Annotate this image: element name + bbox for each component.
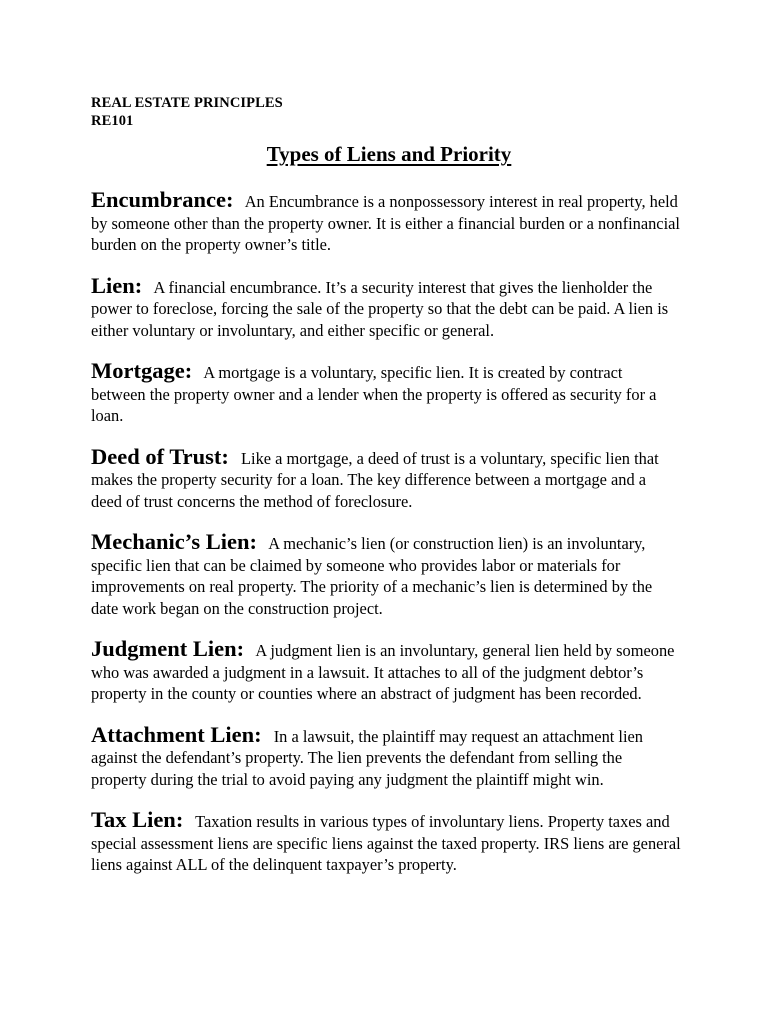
definition-mortgage: A mortgage is a voluntary, specific lien. It is created by contract between the property owner and a lender when the property is offered as security for a loan.: [91, 363, 657, 425]
entry-lien: [91, 272, 681, 342]
entry-judgment-lien: [91, 638, 681, 705]
entry-mechanics-lien: [91, 531, 681, 619]
entry-encumbrance: [91, 189, 681, 256]
document-title: Types of Liens and Priority: [266, 142, 512, 166]
entry-attachment-lien: [91, 721, 681, 791]
term-judgment-lien: Judgment Lien:: [91, 636, 245, 661]
document-page: [91, 94, 681, 895]
term-deed-of-trust: Deed of Trust:: [91, 443, 229, 469]
course-code: RE101: [91, 113, 134, 129]
term-mortgage: Mortgage:: [91, 358, 193, 383]
definitions-list: [91, 189, 681, 876]
definition-tax-lien: Taxation results in various types of involuntary liens. Property taxes and special assessment liens are specific liens against the taxed property. IRS liens are general liens against ALL of the delinquent taxpayer’s property.: [91, 812, 681, 874]
term-tax-lien: Tax Lien:: [91, 807, 184, 832]
definition-attachment-lien: In a lawsuit, the plaintiff may request an attachment lien against the defendant’s property. The lien prevents the defendant from selling the property during the trial to avoid paying any judgment the plaintiff might win.: [91, 726, 643, 789]
term-encumbrance: Encumbrance:: [91, 187, 234, 212]
course-name: REAL ESTATE PRINCIPLES: [91, 95, 283, 111]
term-attachment-lien: Attachment Lien:: [91, 721, 262, 747]
definition-encumbrance: An Encumbrance is a nonpossessory interest in real property, held by someone other than the property owner. It is either a financial burden or a nonfinancial burden on the property owner’s title.: [91, 192, 680, 254]
entry-deed-of-trust: [91, 443, 681, 513]
term-lien: Lien:: [91, 272, 143, 298]
definition-lien: A financial encumbrance. It’s a security interest that gives the lienholder the power to foreclose, forcing the sale of the property so that the debt can be paid. A lien is either voluntary or involuntary, and either specific or general.: [91, 277, 669, 340]
definition-deed-of-trust: Like a mortgage, a deed of trust is a voluntary, specific lien that makes the property security for a loan. The key difference between a mortgage and a deed of trust concerns the method of foreclosure.: [91, 448, 659, 511]
entry-mortgage: [91, 360, 681, 427]
term-mechanics-lien: Mechanic’s Lien:: [91, 529, 258, 554]
definition-mechanics-lien: A mechanic’s lien (or construction lien) is an involuntary, specific lien that can be claimed by someone who provides labor or materials for improvements on real property. The priority of a mechanic’s lien is determined by the date work began on the construction project.: [91, 534, 653, 618]
entry-tax-lien: [91, 809, 681, 876]
definition-judgment-lien: A judgment lien is an involuntary, general lien held by someone who was awarded a judgment in a lawsuit. It attaches to all of the judgment debtor’s property in the county or counties where an abstract of judgment has been recorded.: [91, 641, 675, 703]
